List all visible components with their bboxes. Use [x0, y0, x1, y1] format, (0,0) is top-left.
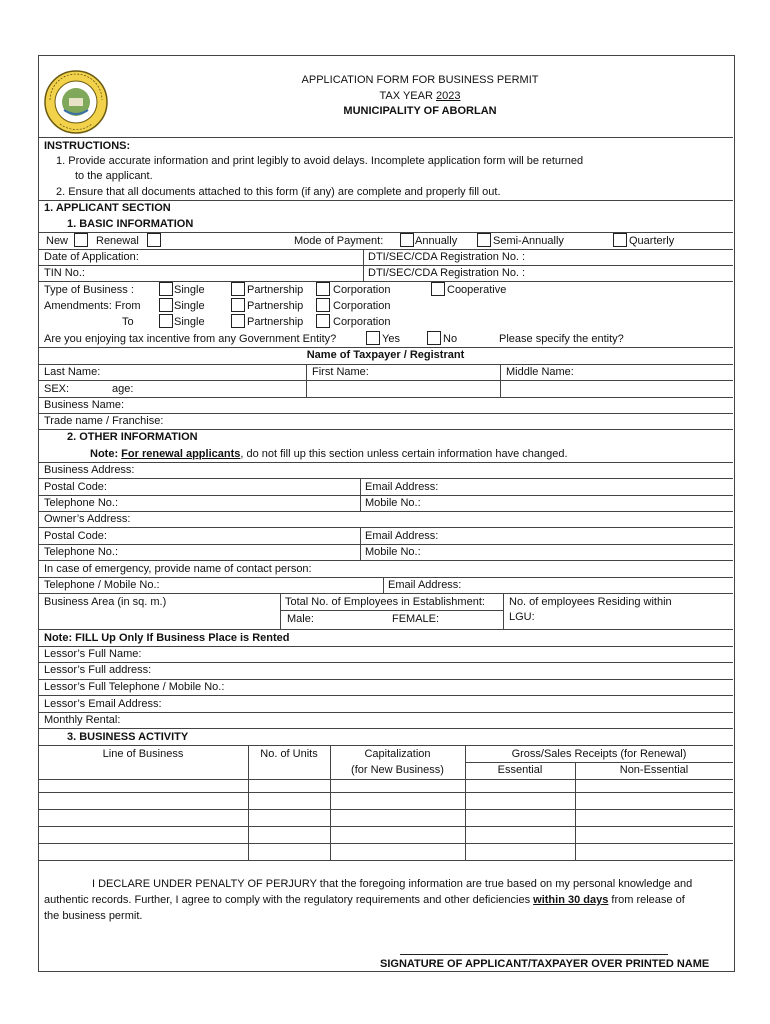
divider	[38, 712, 733, 713]
owners-address-field[interactable]: Owner’s Address:	[44, 513, 131, 525]
male-employees-field[interactable]: Male:	[287, 613, 314, 625]
divider	[38, 380, 733, 381]
email-address-field[interactable]: Email Address:	[365, 481, 439, 493]
annually-label: Annually	[415, 235, 458, 247]
divider	[38, 695, 733, 696]
to-corporation-label: Corporation	[333, 316, 391, 328]
column-line-of-business: Line of Business	[102, 748, 184, 760]
cooperative-label: Cooperative	[447, 284, 507, 296]
mode-of-payment-label: Mode of Payment:	[294, 235, 384, 247]
from-single-checkbox[interactable]	[159, 298, 173, 312]
amendments-to-label: To	[122, 316, 134, 328]
lgu-employees-field[interactable]: No. of employees Residing within	[509, 596, 672, 608]
to-single-label: Single	[174, 316, 205, 328]
divider	[38, 478, 733, 479]
column-essential: Essential	[497, 764, 543, 776]
lessor-name-field[interactable]: Lessor’s Full Name:	[44, 648, 142, 660]
new-label: New	[46, 235, 69, 247]
divider	[38, 560, 733, 561]
corporation-checkbox[interactable]	[316, 282, 330, 296]
divider	[280, 593, 281, 629]
owner-email-field[interactable]: Email Address:	[365, 530, 439, 542]
from-single-label: Single	[174, 300, 205, 312]
divider	[383, 577, 384, 593]
quarterly-label: Quarterly	[629, 235, 675, 247]
lgu-label: LGU:	[509, 611, 535, 623]
amendments-from-label: Amendments: From	[44, 300, 141, 312]
monthly-rental-field[interactable]: Monthly Rental:	[44, 714, 121, 726]
owner-mobile-field[interactable]: Mobile No.:	[365, 546, 421, 558]
female-employees-field[interactable]: FEMALE:	[392, 613, 440, 625]
yes-checkbox[interactable]	[366, 331, 380, 345]
trade-name-field[interactable]: Trade name / Franchise:	[44, 415, 164, 427]
divider	[38, 281, 733, 282]
single-checkbox[interactable]	[159, 282, 173, 296]
partnership-checkbox[interactable]	[231, 282, 245, 296]
telephone-field[interactable]: Telephone No.:	[44, 497, 118, 509]
lessor-telephone-field[interactable]: Lessor’s Full Telephone / Mobile No.:	[44, 681, 225, 693]
municipal-seal-logo	[44, 70, 108, 134]
cooperative-checkbox[interactable]	[431, 282, 445, 296]
instruction-1-cont: to the applicant.	[75, 170, 153, 182]
basic-info-heading: 1. BASIC INFORMATION	[67, 218, 194, 230]
business-activity-heading: 3. BUSINESS ACTIVITY	[67, 731, 189, 743]
divider	[38, 397, 733, 398]
municipality-name: MUNICIPALITY OF ABORLAN	[343, 105, 497, 117]
instructions-heading: INSTRUCTIONS:	[44, 140, 131, 152]
form-title: APPLICATION FORM FOR BUSINESS PERMIT	[301, 74, 539, 86]
specify-entity-field[interactable]: Please specify the entity?	[499, 333, 624, 345]
semi-annually-checkbox[interactable]	[477, 233, 491, 247]
divider	[38, 511, 733, 512]
divider	[38, 137, 733, 138]
mobile-field[interactable]: Mobile No.:	[365, 497, 421, 509]
yes-label: Yes	[382, 333, 400, 345]
divider	[38, 364, 733, 365]
business-address-field[interactable]: Business Address:	[44, 464, 135, 476]
lessor-address-field[interactable]: Lessor’s Full address:	[44, 664, 152, 676]
renewal-checkbox[interactable]	[147, 233, 161, 247]
from-partnership-checkbox[interactable]	[231, 298, 245, 312]
to-partnership-label: Partnership	[247, 316, 304, 328]
owner-postal-code-field[interactable]: Postal Code:	[44, 530, 107, 542]
no-label: No	[443, 333, 458, 345]
tax-year: TAX YEAR 2023	[379, 90, 461, 102]
divider	[280, 610, 503, 611]
emergency-telephone-field[interactable]: Telephone / Mobile No.:	[44, 579, 160, 591]
column-capitalization: Capitalization	[364, 748, 431, 760]
partnership-label: Partnership	[247, 284, 304, 296]
divider	[38, 646, 733, 647]
business-name-field[interactable]: Business Name:	[44, 399, 125, 411]
age-field[interactable]: age:	[112, 383, 134, 395]
lessor-note: Note: FILL Up Only If Business Place is Rented	[44, 632, 290, 644]
emergency-contact-field[interactable]: In case of emergency, provide name of contact person:	[44, 563, 312, 575]
middle-name-field[interactable]: Middle Name:	[506, 366, 574, 378]
column-gross-sales: Gross/Sales Receipts (for Renewal)	[511, 748, 687, 760]
signature-line[interactable]	[400, 954, 668, 955]
table-row	[38, 792, 733, 793]
to-partnership-checkbox[interactable]	[231, 314, 245, 328]
declaration-line-1: I DECLARE UNDER PENALTY OF PERJURY that the foregoing information are true based on my personal knowledge and	[92, 878, 693, 890]
column-non-essential: Non-Essential	[619, 764, 689, 776]
corporation-label: Corporation	[333, 284, 391, 296]
applicant-section-heading: 1. APPLICANT SECTION	[44, 202, 171, 214]
date-of-application-field[interactable]: Date of Application:	[44, 251, 139, 263]
divider	[503, 593, 504, 629]
to-single-checkbox[interactable]	[159, 314, 173, 328]
declaration-line-2: authentic records. Further, I agree to comply with the regulatory requirements and other deficiencies within 30 days from release of	[44, 894, 685, 906]
business-area-field[interactable]: Business Area (in sq. m.)	[44, 596, 167, 608]
table-row	[38, 779, 733, 780]
table-row	[38, 860, 733, 861]
lessor-email-field[interactable]: Lessor’s Email Address:	[44, 698, 162, 710]
dti-registration-field-2[interactable]: DTI/SEC/CDA Registration No. :	[368, 267, 526, 279]
to-corporation-checkbox[interactable]	[316, 314, 330, 328]
renewal-note: Note: For renewal applicants, do not fill up this section unless certain information have changed.	[90, 448, 568, 460]
from-partnership-label: Partnership	[247, 300, 304, 312]
dti-registration-field[interactable]: DTI/SEC/CDA Registration No. :	[368, 251, 526, 263]
divider	[38, 629, 733, 630]
owner-telephone-field[interactable]: Telephone No.:	[44, 546, 118, 558]
renewal-label: Renewal	[96, 235, 139, 247]
divider	[38, 232, 733, 233]
name-of-taxpayer-heading: Name of Taxpayer / Registrant	[306, 349, 465, 361]
divider	[38, 593, 733, 594]
no-checkbox[interactable]	[427, 331, 441, 345]
instruction-1: 1. Provide accurate information and print legibly to avoid delays. Incomplete application form will be returned	[56, 155, 584, 167]
first-name-field[interactable]: First Name:	[312, 366, 369, 378]
divider	[465, 762, 733, 763]
divider	[38, 527, 733, 528]
column-no-of-units: No. of Units	[260, 748, 318, 760]
sex-field[interactable]: SEX:	[44, 383, 70, 395]
semi-annually-label: Semi-Annually	[493, 235, 564, 247]
divider	[38, 728, 733, 729]
table-row	[38, 826, 733, 827]
from-corporation-label: Corporation	[333, 300, 391, 312]
quarterly-checkbox[interactable]	[613, 233, 627, 247]
divider	[38, 745, 733, 746]
table-row	[38, 809, 733, 810]
last-name-field[interactable]: Last Name:	[44, 366, 101, 378]
other-info-heading: 2. OTHER INFORMATION	[67, 431, 198, 443]
postal-code-field[interactable]: Postal Code:	[44, 481, 107, 493]
column-capitalization-sub: (for New Business)	[351, 764, 444, 776]
declaration-line-3: the business permit.	[44, 910, 143, 922]
from-corporation-checkbox[interactable]	[316, 298, 330, 312]
table-row	[38, 843, 733, 844]
total-employees-label: Total No. of Employees in Establishment:	[285, 596, 485, 608]
divider	[38, 462, 733, 463]
signature-label: SIGNATURE OF APPLICANT/TAXPAYER OVER PRINTED NAME	[380, 958, 710, 970]
new-checkbox[interactable]	[74, 233, 88, 247]
instruction-2: 2. Ensure that all documents attached to this form (if any) are complete and properly fill out.	[56, 186, 501, 198]
type-of-business-label: Type of Business :	[44, 284, 134, 296]
tin-field[interactable]: TIN No.:	[44, 267, 85, 279]
single-label: Single	[174, 284, 205, 296]
emergency-email-field[interactable]: Email Address:	[388, 579, 462, 591]
annually-checkbox[interactable]	[400, 233, 414, 247]
tax-incentive-question: Are you enjoying tax incentive from any Government Entity?	[44, 333, 337, 345]
